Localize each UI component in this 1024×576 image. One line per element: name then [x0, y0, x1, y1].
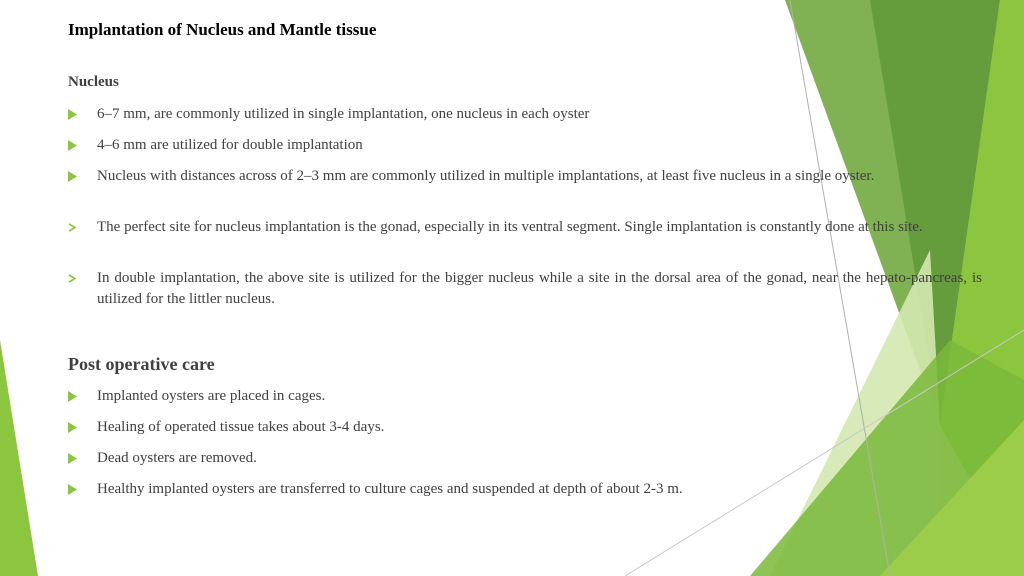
post-operative-care-heading: Post operative care [68, 354, 215, 374]
list-item [68, 135, 982, 156]
arrow-bullet-icon [68, 166, 92, 187]
list-item-text: In double implantation, the above site is utilized for the bigger nucleus while a site in the dorsal area of the gonad, near the hepato-pancreas, is utilized for the littler nucleus. [97, 270, 982, 307]
arrowhead-bullet-icon [68, 268, 92, 289]
list-item-text: Nucleus with distances across of 2–3 mm are commonly utilized in multiple implantations, at least five nucleus in a single oyster. [97, 168, 875, 184]
list-item-text: Dead oysters are removed. [97, 450, 257, 466]
list-item [68, 479, 982, 500]
list-item [68, 104, 982, 125]
list-item-text: Implanted oysters are placed in cages. [97, 388, 326, 404]
list-item [68, 268, 982, 310]
arrowhead-bullet-icon [68, 217, 92, 238]
list-item [68, 217, 982, 238]
list-item-text: 6–7 mm, are commonly utilized in single implantation, one nucleus in each oyster [97, 106, 590, 122]
list-item [68, 166, 982, 187]
nucleus-heading: Nucleus [68, 74, 119, 90]
arrow-bullet-icon [68, 386, 92, 407]
list-item-text: 4–6 mm are utilized for double implantation [97, 137, 363, 153]
list-item [68, 448, 982, 469]
slide-title: Implantation of Nucleus and Mantle tissue [68, 20, 377, 39]
arrow-bullet-icon [68, 104, 92, 125]
list-item [68, 386, 982, 407]
list-item-text: Healthy implanted oysters are transferred to culture cages and suspended at depth of about 2-3 m. [97, 481, 683, 497]
arrow-bullet-icon [68, 479, 92, 500]
list-item-text: The perfect site for nucleus implantation is the gonad, especially in its ventral segment. Single implantation is constantly done at this site. [97, 219, 923, 235]
arrow-bullet-icon [68, 135, 92, 156]
arrow-bullet-icon [68, 448, 92, 469]
list-item [68, 417, 982, 438]
arrow-bullet-icon [68, 417, 92, 438]
list-item-text: Healing of operated tissue takes about 3-4 days. [97, 419, 385, 435]
